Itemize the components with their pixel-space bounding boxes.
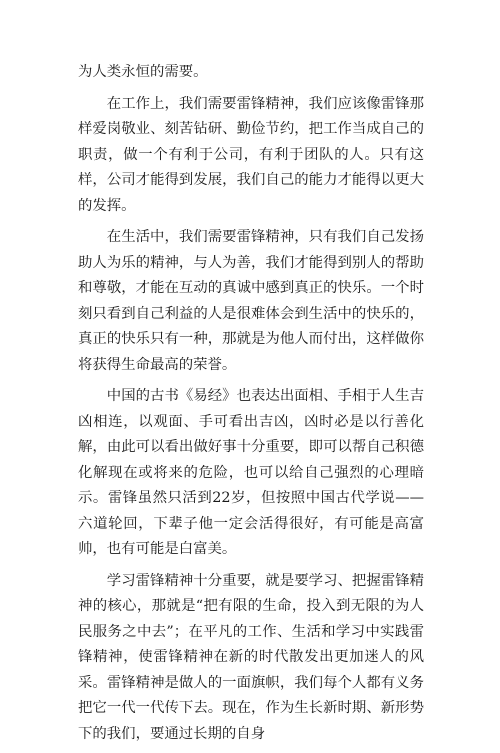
paragraph-continuation: 为人类永恒的需要。 — [78, 64, 208, 80]
document-body — [78, 60, 424, 753]
paragraph-yijing: 中国的古书《易经》也表达出面相、手相于人生吉凶相连，以观面、手可看出吉凶，凶时必是以行善化解，由此可以看出做好事十分重要，即可以帮自己积德化解现在或将来的危险，也可以给自己强烈的心理暗示。雷锋虽然只活到22岁，但按照中国古代学说——六道轮回，下辈子他一定会活得很好，有可能是高富帅，也有可能是白富美。 — [78, 388, 424, 557]
paragraph-learning: 学习雷锋精神十分重要，就是要学习、把握雷锋精神的核心，那就是“把有限的生命，投入到无限的为人民服务之中去”；在平凡的工作、生活和学习中实践雷锋精神，使雷锋精神在新的时代散发出更加迷人的风采。雷锋精神是做人的一面旗帜，我们每个人都有义务把它一代一代传下去。现在，作为生长新时期、新形势下的我们，要通过长期的自身 — [78, 572, 424, 742]
paragraph-life: 在生活中，我们需要雷锋精神，只有我们自己发扬助人为乐的精神，与人为善，我们才能得到别人的帮助和尊敬，才能在互动的真诚中感到真正的快乐。一个时刻只看到自己利益的人是很难体会到生活中的快乐的，真正的快乐只有一种，那就是为他人而付出，这样做你将获得生命最高的荣誉。 — [78, 229, 424, 373]
paragraph-work: 在工作上，我们需要雷锋精神，我们应该像雷锋那样爱岗敬业、刻苦钻研、勤俭节约，把工作当成自己的职责，做一个有利于公司，有利于团队的人。只有这样，公司才能得到发展，我们自己的能力才能得以更大的发挥。 — [78, 95, 424, 214]
